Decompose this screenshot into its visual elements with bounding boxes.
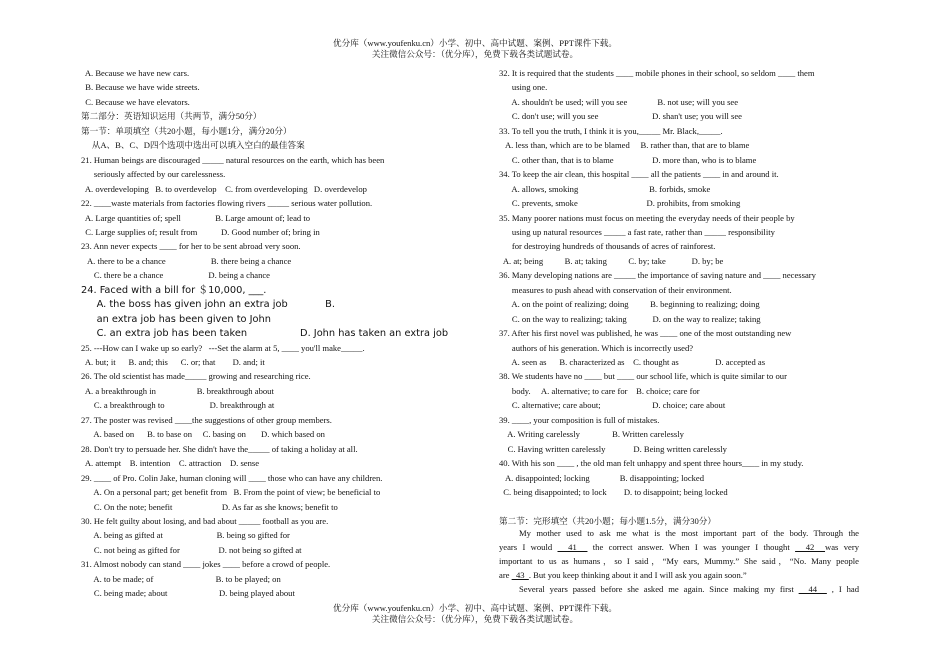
right-line: C. other than, that is to blame D. more than, who is to blame (499, 154, 757, 165)
right-line: for destroying hundreds of thousands of acres of rainforest. (499, 241, 716, 252)
left-line: 28. Don't try to persuade her. She didn't have the_____ of taking a holiday at all. (81, 443, 358, 454)
cloze-text: years I would (499, 542, 558, 552)
right-line: using one. (499, 82, 548, 93)
cloze-blank: 41 (557, 542, 588, 552)
right-line: A. disappointed; locking B. disappointing; locked (499, 472, 705, 483)
left-line: A. to be made; of B. to be played; on (81, 573, 281, 584)
left-line: 第二部分：英语知识运用（共两节，满分50分） (81, 111, 262, 122)
left-line: 23. Ann never expects ____ for her to be sent abroad very soon. (81, 241, 301, 252)
left-line: 从A、B、C、D四个选项中选出可以填入空白的最佳答案 (81, 140, 305, 151)
left-line: B. Because we have wide streets. (81, 82, 200, 93)
right-line: 34. To keep the air clean, this hospital ____ all the patients ____ in and around it. (499, 169, 779, 180)
cloze-blank: 42 (795, 542, 826, 552)
left-line: A. Large quantities of; spell B. Large amount of; lead to (81, 212, 311, 223)
right-line: using up natural resources _____ a fast rate, rather than _____ responsibility (499, 226, 775, 237)
left-line: A. but; it B. and; this C. or; that D. and; it (81, 357, 265, 367)
left-line: 29. ____ of Pro. Colin Jake, human cloning will ____ those who can have any children. (81, 472, 383, 483)
left-line: C. not being as gifted for D. not being so gifted at (81, 544, 302, 555)
footer-line-1: 优分库（www.youfenku.cn）小学、初中、高中试题、案例、PPT课件下载。 (333, 603, 617, 613)
right-line: A. on the point of realizing; doing B. beginning to realizing; doing (499, 299, 760, 310)
left-line: an extra job has been given to John (81, 313, 271, 325)
right-line: 36. Many developing nations are _____ the importance of saving nature and ____ necessary (499, 270, 816, 281)
cloze-text: . But you keep thinking about it and I will ask you again soon.” (528, 570, 747, 580)
cloze-text: Several years passed before she asked me again. Since making my first (519, 584, 799, 594)
right-line: authors of his generation. Which is incorrectly used? (499, 342, 694, 353)
left-line: C. a breakthrough to D. breakthrough at (81, 400, 275, 411)
cloze-text: the correct answer. When I was younger I thought (587, 542, 796, 552)
left-line: 22. ____waste materials from factories flowing rivers _____ serious water pollution. (81, 198, 373, 209)
left-line: A. overdeveloping B. to overdevelop C. from overdeveloping D. overdevelop (81, 183, 367, 194)
left-line: C. being made; about D. being played about (81, 588, 295, 599)
cloze-line (499, 541, 859, 554)
right-line: C. Having written carelessly D. Being written carelessly (499, 443, 727, 454)
cloze-text: important to us as humans，so I said，“My ears, Mummy.” She said，“No. Many people (499, 556, 859, 566)
cloze-line (519, 583, 859, 596)
right-line: C. don't use; will you see D. shan't use; you will see (499, 111, 742, 122)
cloze-line (499, 555, 859, 568)
left-line: C. there be a chance D. being a chance (81, 270, 270, 281)
left-line: 25. ---How can I wake up so early? ---Set the alarm at 5, ____ you'll make_____. (81, 342, 365, 353)
right-line: A. seen as B. characterized as C. thought as D. accepted as (499, 357, 766, 367)
right-line: 37. After his first novel was published, he was ____ one of the most outstanding new (499, 328, 792, 339)
left-line: A. being as gifted at B. being so gifted for (81, 530, 290, 541)
left-line: seriously affected by our carelessness. (81, 169, 226, 180)
header-line-2: 关注微信公众号：（优分库），免费下载各类试题试卷。 (371, 48, 579, 59)
right-line: A. less than, which are to be blamed B. rather than, that are to blame (499, 140, 750, 151)
header-line-1: 优分库（www.youfenku.cn）小学、初中、高中试题、案例、PPT课件下载。 (333, 38, 617, 48)
right-line: 第二节：完形填空（共20小题；每小题1.5分，满分30分） (499, 515, 716, 526)
left-line: 21. Human beings are discouraged _____ natural resources on the earth, which has been (81, 154, 385, 165)
left-line: A. a breakthrough in B. breakthrough about (81, 385, 274, 396)
left-line: A. there to be a chance B. there being a chance (81, 255, 292, 266)
left-line: 24. Faced with a bill for ＄10,000, ___. (81, 284, 267, 296)
cloze-blank: 43 (511, 570, 529, 580)
left-line: A. Because we have new cars. (81, 68, 190, 78)
right-line: C. being disappointed; to lock D. to disappoint; being locked (499, 487, 728, 498)
left-line: A. based on B. to base on C. basing on D. which based on (81, 429, 325, 440)
right-line: C. prevents, smoke D. prohibits, from smoking (499, 198, 741, 209)
left-line: 30. He felt guilty about losing, and bad about _____ football as you are. (81, 515, 329, 526)
right-line: 40. With his son ____ , the old man felt unhappy and spent three hours____ in my study. (499, 458, 804, 469)
right-line: 39. ____, your composition is full of mistakes. (499, 414, 660, 425)
right-line: C. on the way to realizing; taking D. on the way to realize; taking (499, 313, 761, 324)
page-footer (0, 603, 950, 624)
right-line: body. A. alternative; to care for B. choice; care for (499, 385, 700, 396)
right-line: A. allows, smoking B. forbids, smoke (499, 183, 711, 194)
right-line: 33. To tell you the truth, I think it is you,_____ Mr. Black,_____. (499, 125, 723, 136)
left-line: 第一节：单项填空（共20小题，每小题1分，满分20分） (81, 125, 292, 136)
left-line: A. attempt B. intention C. attraction D. sense (81, 458, 260, 469)
left-line: A. On a personal part; get benefit from B. From the point of view; be beneficial to (81, 487, 381, 498)
left-line: 31. Almost nobody can stand ____ jokes ____ before a crowd of people. (81, 559, 331, 570)
right-line: measures to push ahead with conservation of their environment. (499, 284, 732, 295)
right-line: 38. We students have no ____ but ____ our school life, which is quite similar to our (499, 371, 787, 382)
right-line: 35. Many poorer nations must focus on meeting the everyday needs of their people by (499, 212, 795, 223)
cloze-line (499, 569, 859, 582)
cloze-text: My mother used to ask me what is the most important part of the body. Through the (519, 528, 859, 538)
left-line: 27. The poster was revised ____the suggestions of other group members. (81, 414, 332, 425)
cloze-text: are (499, 570, 512, 580)
left-line: C. Because we have elevators. (81, 96, 190, 107)
cloze-text: was very (825, 542, 860, 552)
left-line: C. On the note; benefit D. As far as she knows; benefit to (81, 501, 338, 512)
left-line: A. the boss has given john an extra job B. (81, 299, 335, 311)
left-line: 26. The old scientist has made_____ growing and researching rice. (81, 371, 311, 382)
cloze-text: , I had (826, 584, 860, 594)
right-line: A. at; being B. at; taking C. by; take D. by; be (499, 255, 724, 266)
left-line: C. Large supplies of; result from D. Good number of; bring in (81, 226, 320, 237)
right-line: A. Writing carelessly B. Written carelessly (499, 429, 684, 440)
cloze-line (519, 527, 859, 540)
right-line: 32. It is required that the students ____ mobile phones in their school, so seldom ____ them (499, 68, 815, 78)
right-line: C. alternative; care about; D. choice; care about (499, 400, 726, 411)
left-line: C. an extra job has been taken D. John has taken an extra job (81, 328, 449, 340)
right-line: A. shouldn't be used; will you see B. not use; will you see (499, 96, 739, 107)
footer-line-2: 关注微信公众号：（优分库），免费下载各类试题试卷。 (371, 613, 579, 624)
cloze-blank: 44 (798, 584, 827, 594)
page-header (0, 38, 950, 59)
